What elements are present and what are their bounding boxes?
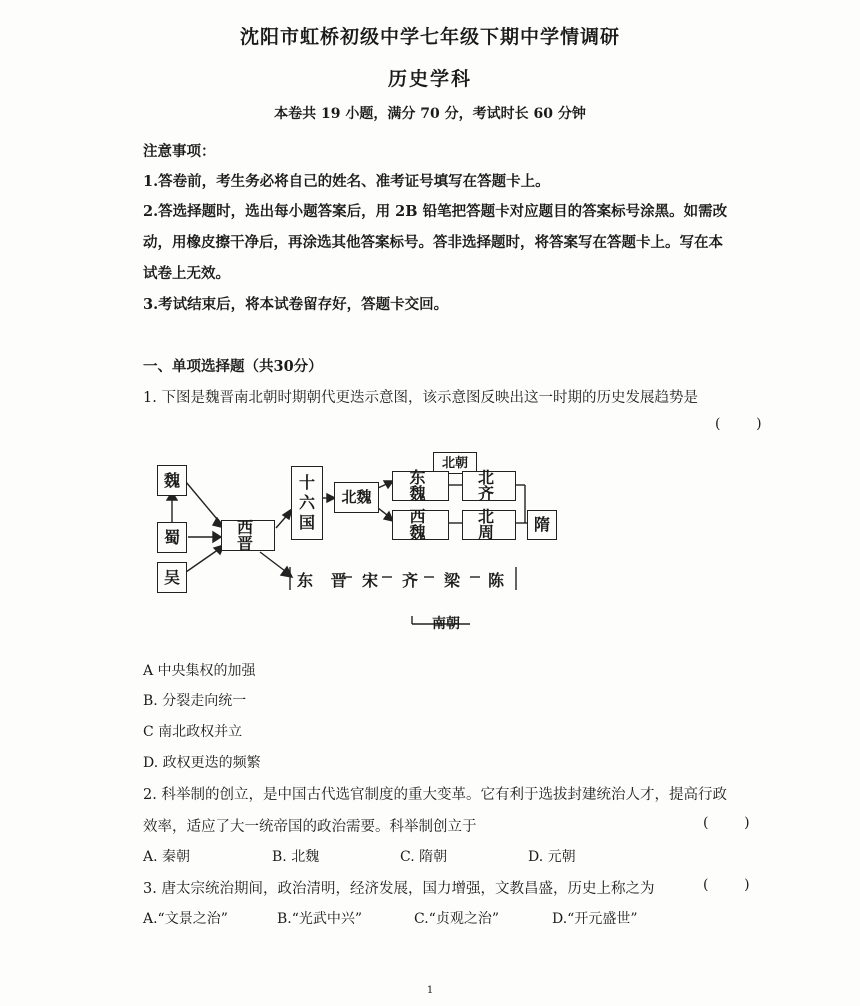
notes-heading: 注意事项：: [143, 143, 216, 160]
q3-option-d: D.“开元盛世”: [552, 911, 638, 927]
q2-option-a: A. 秦朝: [143, 849, 191, 865]
note-item-2-line-2: 动，用橡皮擦干净后，再涂选其他答案标号。答非选择题时，将答案写在答题卡上。写在本: [143, 234, 723, 251]
box-beiwei: 北魏: [334, 482, 379, 513]
page-number: 1: [426, 985, 434, 996]
q3-option-a: A.“文景之治”: [143, 911, 228, 927]
exam-meta: 本卷共 19 小题，满分 70 分，考试时长 60 分钟: [274, 106, 586, 122]
question-2-line-2: 效率，适应了大一统帝国的政治需要。科举制创立于: [143, 819, 477, 835]
question-3-stem: 3. 唐太宗统治期间，政治清明，经济发展，国力增强，文教昌盛，历史上称之为: [143, 881, 655, 897]
q1-option-a: A 中央集权的加强: [143, 663, 256, 679]
q3-option-b: B.“光武中兴”: [277, 911, 363, 927]
question-2-answer-paren: ( ): [703, 815, 750, 831]
box-beiqi: 北 齐: [462, 471, 516, 501]
q2-option-d: D. 元朝: [528, 849, 576, 865]
q1-option-c: C 南北政权并立: [143, 724, 243, 740]
q3-option-c: C.“贞观之治”: [414, 911, 499, 927]
question-2-line-1: 2. 科举制的创立，是中国古代选官制度的重大变革。它有利于选拔封建统治人才，提高行政: [143, 787, 727, 803]
label-dongjin: 东 晋: [297, 571, 353, 590]
note-item-3: 3.考试结束后，将本试卷留存好，答题卡交回。: [143, 296, 449, 313]
label-chen: 陈: [488, 571, 511, 590]
box-xijin: 西 晋: [221, 520, 275, 551]
box-beizhou: 北 周: [462, 510, 516, 540]
question-1-answer-paren: ( ): [715, 416, 762, 432]
shiliuguo-char-3: 国: [298, 513, 315, 532]
shiliuguo-char-1: 十: [298, 473, 315, 492]
exam-title: 沈阳市虹桥初级中学七年级下期中学情调研: [239, 26, 620, 48]
q2-option-b: B. 北魏: [272, 849, 320, 865]
box-shu: 蜀: [157, 522, 187, 553]
box-wu: 吴: [157, 562, 187, 593]
box-wei: 魏: [157, 465, 187, 496]
question-3-answer-paren: ( ): [703, 877, 750, 893]
exam-subject: 历史学科: [387, 68, 472, 90]
shiliuguo-char-2: 六: [298, 493, 315, 512]
label-liang: 梁: [444, 571, 467, 590]
box-xiwei: 西 魏: [392, 510, 449, 540]
q1-option-d: D. 政权更迭的频繁: [143, 755, 261, 771]
q1-option-b: B. 分裂走向统一: [143, 693, 247, 709]
box-shiliuguo: [291, 466, 323, 540]
note-item-1: 1.答卷前，考生务必将自己的姓名、准考证号填写在答题卡上。: [143, 173, 550, 190]
note-item-2-line-1: 2.答选择题时，选出每小题答案后，用 2B 铅笔把答题卡对应题目的答案标号涂黑。如需改: [143, 203, 728, 220]
section-1-heading: 一、单项选择题（共30分）: [143, 358, 323, 375]
box-dongwei: 东 魏: [392, 471, 449, 501]
label-qi: 齐: [402, 571, 425, 590]
box-sui: 隋: [527, 510, 557, 540]
label-nanchao: 南朝: [432, 616, 460, 632]
box-beichao: 北朝: [433, 452, 477, 474]
q2-option-c: C. 隋朝: [400, 849, 448, 865]
note-item-2-line-3: 试卷上无效。: [143, 265, 230, 282]
label-song: 宋: [362, 571, 385, 590]
question-1-stem: 1. 下图是魏晋南北朝时期朝代更迭示意图，该示意图反映出这一时期的历史发展趋势是: [143, 390, 698, 406]
